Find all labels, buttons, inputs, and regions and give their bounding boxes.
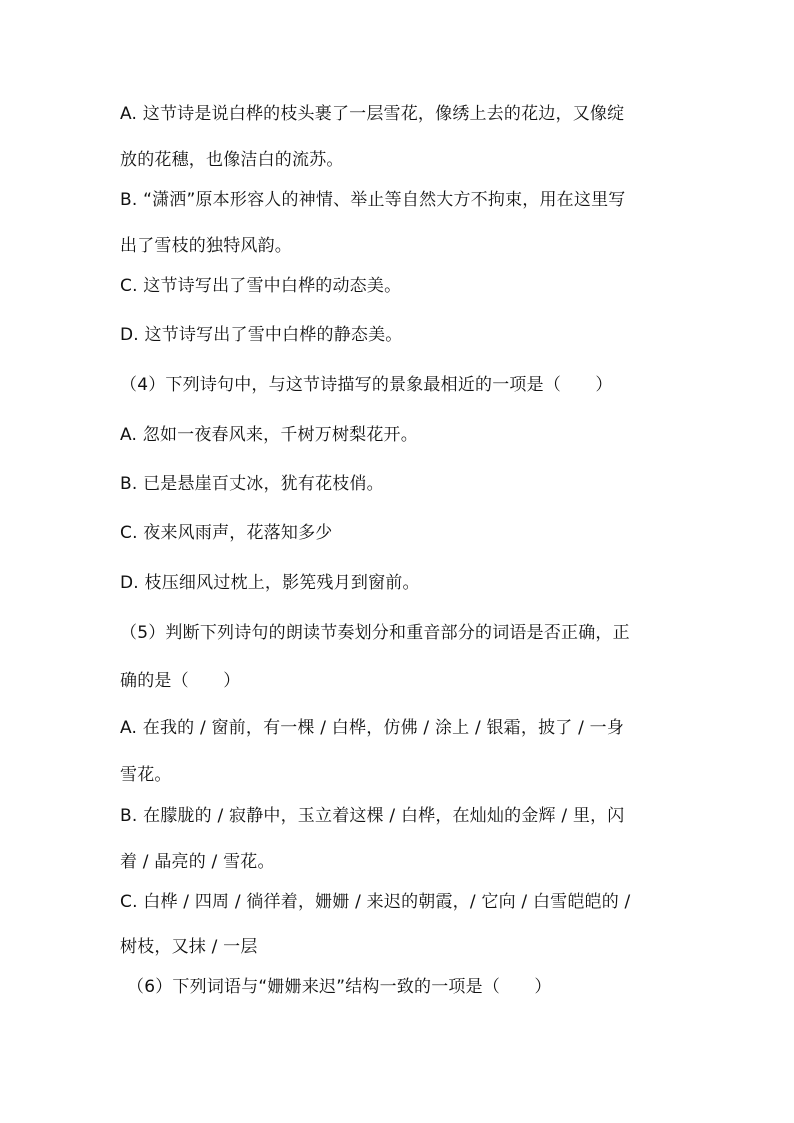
question-5-option-c-line-1: C. 白桦 / 四周 / 徜徉着，姗姗 / 来迟的朝霞，/ 它向 / 白雪皑皑的 / [120, 892, 631, 912]
option-c-line: C. 这节诗写出了雪中白桦的动态美。 [120, 276, 402, 296]
question-5-option-a-line-2: 雪花。 [120, 765, 172, 785]
question-5-option-c-line-2: 树枝，又抹 / 一层 [120, 937, 258, 957]
question-5-option-a-line-1: A. 在我的 / 窗前，有一棵 / 白桦，仿佛 / 涂上 / 银霜，披了 / 一身 [120, 718, 625, 738]
option-a-line-2: 放的花穗，也像洁白的流苏。 [120, 150, 344, 170]
question-4-option-d: D. 枝压细风过枕上，影筅残月到窗前。 [120, 573, 420, 593]
question-4-option-c: C. 夜来风雨声，花落知多少 [120, 523, 333, 543]
question-5-option-b-line-1: B. 在朦胧的 / 寂静中，玉立着这棵 / 白桦，在灿灿的金辉 / 里，闪 [120, 806, 625, 826]
question-4: （4）下列诗句中，与这节诗描写的景象最相近的一项是（ ） [120, 375, 613, 395]
option-b-line-2: 出了雪枝的独特风韵。 [120, 236, 292, 256]
question-5-line-1: （5）判断下列诗句的朗读节奏划分和重音部分的词语是否正确，正 [120, 623, 630, 643]
option-d-line: D. 这节诗写出了雪中白桦的静态美。 [120, 325, 403, 345]
question-6: （6）下列词语与“姗姗来迟”结构一致的一项是（ ） [127, 977, 552, 997]
question-4-option-a: A. 忽如一夜春风来，千树万树梨花开。 [120, 425, 418, 445]
question-5-option-b-line-2: 着 / 晶亮的 / 雪花。 [120, 852, 275, 872]
option-a-line-1: A. 这节诗是说白桦的枝头裹了一层雪花，像绣上去的花边，又像绽 [120, 104, 625, 124]
question-4-option-b: B. 已是悬崖百丈冰，犹有花枝俏。 [120, 474, 384, 494]
option-b-line-1: B. “潇洒”原本形容人的神情、举止等自然大方不拘束，用在这里写 [120, 190, 626, 210]
question-5-line-2: 确的是（ ） [120, 671, 241, 691]
